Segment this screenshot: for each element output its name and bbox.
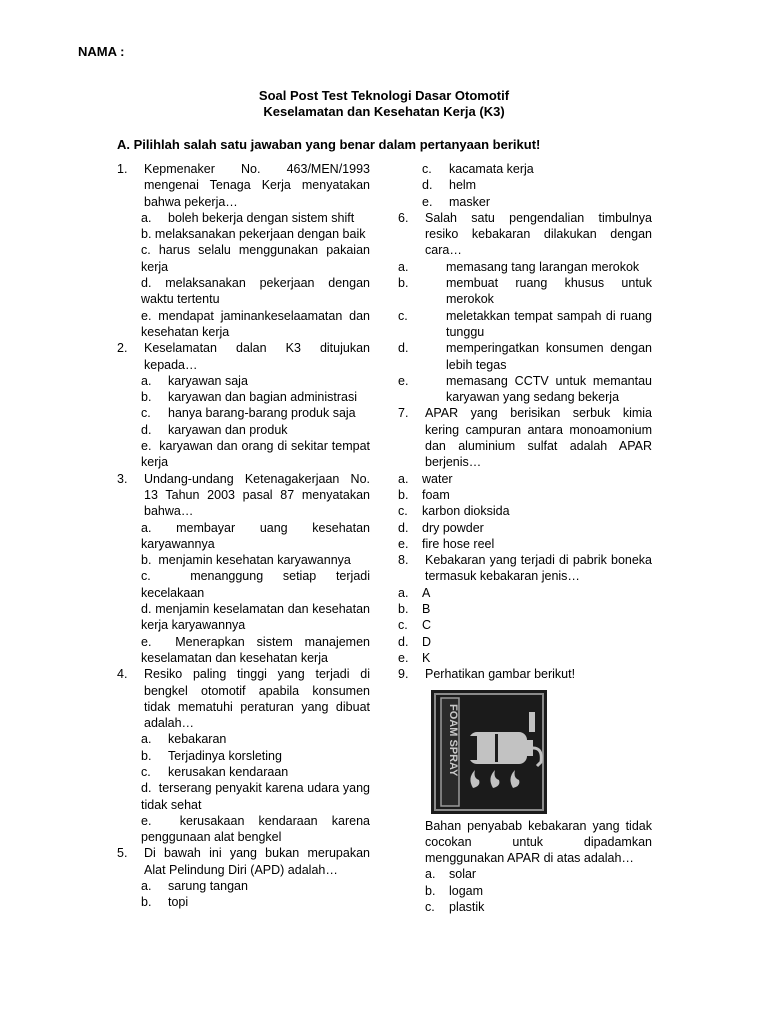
option-6a: a. memasang tang larangan merokok (398, 259, 640, 274)
question-number: 9. (398, 667, 409, 682)
question-number: 1. (117, 162, 128, 176)
option-7d: d. dry powder (398, 520, 484, 535)
option-6e: e. memasang CCTV untuk memantau karyawan yang sedang bekerja (398, 373, 652, 405)
foam-spray-extinguisher-icon (431, 690, 547, 814)
option-5c: c. kacamata kerja (422, 162, 534, 176)
option-9c: c. plastik (425, 899, 485, 914)
question-text: Keselamatan dalan K3 ditujukan kepada… (144, 341, 370, 372)
option-2a: a. karyawan saja (141, 373, 248, 388)
option-8b: b. B (398, 602, 431, 617)
question-3 (117, 471, 370, 520)
option-9b: b. logam (425, 883, 484, 898)
question-number: 6. (398, 210, 409, 225)
option-6d: d. memperingatkan konsumen dengan lebih tegas (398, 341, 652, 372)
question-text: Di bawah ini yang bukan merupakan Alat Pelindung Diri (APD) adalah… (144, 846, 370, 877)
option-8a: a. A (398, 585, 431, 600)
question-5 (117, 845, 370, 878)
question-number: 8. (398, 553, 409, 568)
question-number: 3. (117, 471, 128, 486)
question-8 (398, 552, 652, 585)
option-6c: c. meletakkan tempat sampah di ruang tunggu (398, 308, 652, 339)
question-number: 5. (117, 846, 128, 861)
option-7e: e. fire hose reel (398, 536, 495, 551)
option-3a: a. membayar uang kesehatan karyawannya (141, 520, 370, 551)
right-column (398, 161, 652, 915)
question-9-followup: Bahan penyabab kebakaran yang tidak cocokan untuk dipadamkan menggunakan APAR di atas adalah… (425, 818, 652, 866)
option-4a: a. kebakaran (141, 732, 227, 747)
question-number: 2. (117, 341, 128, 356)
left-column (117, 161, 370, 911)
question-text: Salah satu pengendalian timbulnya resiko kebakaran dilakukan dengan cara… (425, 210, 652, 258)
option-7b: b. foam (398, 487, 450, 502)
option-1d: d. melaksanakan pekerjaan dengan waktu tertentu (141, 276, 370, 307)
option-7c: c. karbon dioksida (398, 504, 510, 519)
option-6b: b. membuat ruang khusus untuk merokok (398, 276, 652, 307)
option-8e: e. K (398, 650, 431, 665)
option-1e: e. mendapat jaminankeselaamatan dan kesehatan kerja (141, 308, 370, 339)
option-3e: e. Menerapkan sistem manajemen keselamatan dan kesehatan kerja (141, 634, 370, 665)
document-title: Soal Post Test Teknologi Dasar Otomotif (258, 88, 510, 103)
option-2c: c. hanya barang-barang produk saja (141, 406, 356, 421)
option-7a: a. water (398, 471, 453, 486)
section-instruction: A. Pilihlah salah satu jawaban yang benar dalam pertanyaan berikut! (117, 137, 541, 152)
option-1c: c. harus selalu menggunakan pakaian kerja (141, 243, 370, 274)
question-text: Perhatikan gambar berikut! (425, 667, 576, 682)
option-8d: d. D (398, 634, 432, 649)
question-7 (398, 405, 652, 470)
question-number: 4. (117, 667, 128, 682)
question-text: Undang-undang Ketenagakerjaan No. 13 Tahun 2003 pasal 87 menyatakan bahwa… (144, 471, 370, 519)
question-text: APAR yang berisikan serbuk kimia kering campuran antara monoamonium dan aluminium sulfat adalah APAR berjenis… (425, 406, 652, 470)
option-4c: c. kerusakan kendaraan (141, 764, 289, 779)
option-5e: e. masker (422, 194, 490, 209)
question-6 (398, 210, 652, 259)
question-text: Kepmenaker No. 463/MEN/1993 mengenai Tenaga Kerja menyatakan bahwa pekerja… (144, 162, 370, 209)
figure-label: FOAM SPRAY (447, 703, 459, 776)
question-text: Resiko paling tinggi yang terjadi di bengkel otomotif apabila konsumen tidak mematuhi peraturan yang dibuat adalah… (144, 667, 370, 731)
question-9 (398, 666, 652, 682)
question-number: 7. (398, 406, 409, 421)
question-2 (117, 340, 370, 373)
name-label: NAMA : (78, 44, 125, 59)
option-4e: e. kerusakaan kendaraan karena penggunaan alat bengkel (141, 813, 370, 845)
option-5a: a. sarung tangan (141, 879, 248, 894)
question-text: Kebakaran yang terjadi di pabrik boneka termasuk kebakaran jenis… (425, 553, 652, 584)
option-4b: b. Terjadinya korsleting (141, 748, 282, 763)
option-5b: b. topi (141, 895, 189, 910)
option-4d: d. terserang penyakit karena udara yang tidak sehat (141, 781, 370, 812)
option-1b: b. melaksanakan pekerjaan dengan baik (141, 227, 366, 242)
option-5d: d. helm (422, 178, 477, 193)
option-2b: b. karyawan dan bagian administrasi (141, 390, 357, 405)
option-2e: e. karyawan dan orang di sekitar tempat kerja (141, 439, 370, 470)
option-9a: a. solar (425, 867, 477, 882)
document-subtitle: Keselamatan dan Kesehatan Kerja (K3) (263, 104, 505, 119)
question-4 (117, 666, 370, 731)
option-1a: a. boleh bekerja dengan sistem shift (141, 210, 355, 225)
question-1 (117, 161, 370, 210)
option-3c: c. menanggung setiap terjadi kecelakaan (141, 569, 371, 600)
option-8c: c. C (398, 618, 432, 633)
option-3b: b. menjamin kesehatan karyawannya (141, 553, 351, 568)
option-2d: d. karyawan dan produk (141, 422, 288, 437)
option-3d: d. menjamin keselamatan dan kesehatan kerja karyawannya (141, 602, 370, 633)
